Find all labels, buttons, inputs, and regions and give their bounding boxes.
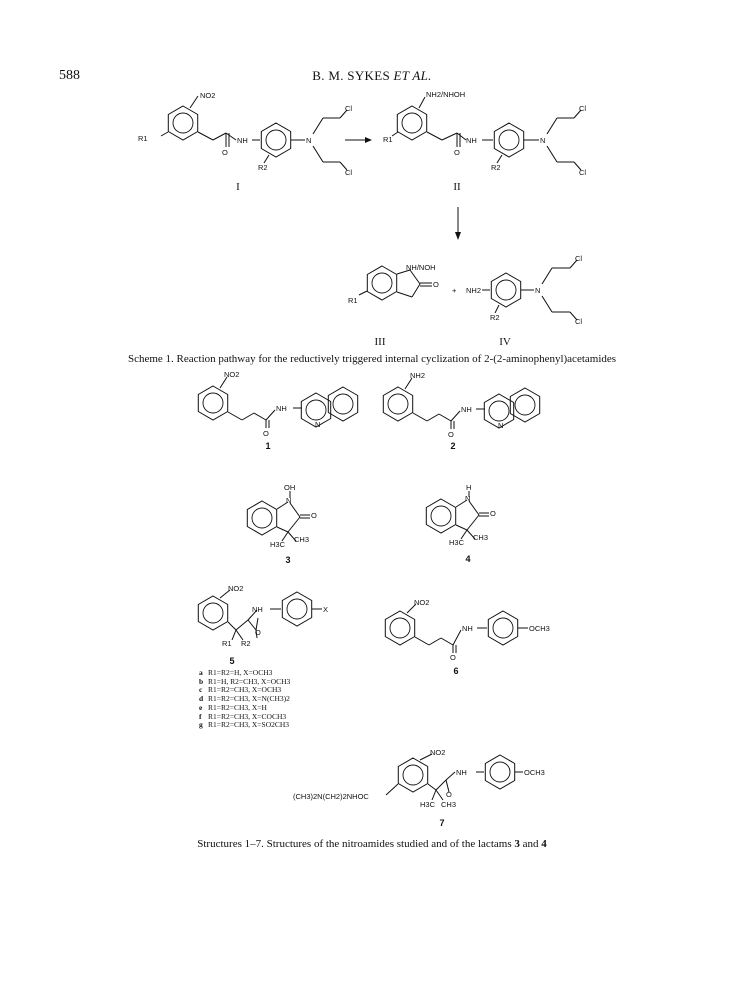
legend-key: c	[199, 685, 203, 695]
structure-2-drawing	[383, 378, 539, 429]
compound-II-structure	[392, 97, 581, 170]
structure-number-3: 3	[285, 555, 291, 565]
atom-label-nh: NH	[252, 605, 263, 614]
compound-IV-structure	[482, 260, 577, 320]
atom-label-cl: Cl	[579, 168, 587, 177]
plus-sign: +	[452, 286, 457, 295]
atom-label-h3c: H3C	[420, 800, 436, 809]
legend-text: R1=R2=CH3, X=H	[208, 702, 267, 712]
atom-label-nh: NH	[461, 405, 472, 414]
atom-label-nh: NH	[466, 136, 477, 145]
atom-label-n: N	[540, 136, 546, 145]
atom-label-nh2: NH2	[466, 286, 482, 295]
atom-label-h3c: H3C	[270, 540, 286, 549]
structure-4-drawing	[426, 491, 489, 539]
page-number: 588	[59, 68, 80, 83]
legend-text: R1=R2=CH3, X=N(CH3)2	[208, 694, 290, 704]
atom-label-o: O	[446, 790, 452, 799]
structure-6-drawing	[385, 604, 528, 653]
atom-label-n: N	[306, 136, 312, 145]
atom-label-h: H	[466, 483, 472, 492]
legend-text: R1=R2=CH3, X=SO2CH3	[208, 720, 290, 730]
atom-label-nh: NH	[276, 404, 287, 413]
atom-label-n: N	[465, 494, 471, 503]
legend-text: R1=H, R2=CH3, X=OCH3	[208, 676, 291, 686]
atom-label-och3: OCH3	[524, 768, 545, 777]
atom-label-r2: R2	[241, 639, 251, 648]
scheme-1-caption: Scheme 1. Reaction pathway for the reductively triggered internal cyclization of 2-(2-aminophenyl)acetamides	[127, 353, 617, 365]
legend-key: f	[199, 711, 202, 721]
atom-label-o: O	[454, 148, 460, 157]
structures-caption	[40, 838, 704, 850]
atom-label-r2: R2	[491, 163, 501, 172]
structure-1-drawing	[198, 377, 357, 428]
header-authors: B. M. SYKES	[312, 68, 390, 83]
structure-number-5: 5	[229, 656, 235, 666]
atom-label-r2: R2	[490, 313, 500, 322]
structure-number-4: 4	[465, 554, 471, 564]
atom-label-r1: R1	[138, 134, 148, 143]
caption-ref-4: 4	[541, 838, 547, 850]
legend-text: R1=R2=CH3, X=OCH3	[208, 685, 282, 695]
atom-label-r1: R1	[348, 296, 358, 305]
atom-label-h3c: H3C	[449, 538, 465, 547]
atom-label-o: O	[255, 628, 261, 637]
atom-label-nh2-nhoh: NH2/NHOH	[426, 90, 466, 99]
atom-label-nh: NH	[237, 136, 248, 145]
atom-label-o: O	[311, 511, 317, 520]
atom-label-no2: NO2	[414, 598, 430, 607]
compound-label-IV: IV	[499, 336, 511, 348]
legend-key: a	[199, 668, 203, 677]
structure-number-7: 7	[439, 818, 445, 828]
legend-row	[199, 721, 290, 730]
atom-label-o: O	[490, 509, 496, 518]
structure-5-legend	[199, 669, 290, 730]
atom-label-cl: Cl	[345, 104, 353, 113]
atom-label-no2: NO2	[430, 748, 446, 757]
atom-label-o: O	[450, 653, 456, 662]
atom-label-nh: NH	[462, 624, 473, 633]
atom-label-nh: NH	[456, 768, 467, 777]
structure-7-drawing	[386, 754, 523, 800]
compound-I-structure	[161, 96, 347, 170]
structure-number-1: 1	[265, 441, 271, 451]
atom-label-no2: NO2	[228, 584, 244, 593]
compound-label-III: III	[374, 336, 386, 348]
caption-ref-3: 3	[514, 838, 520, 850]
atom-label-r1: R1	[383, 135, 393, 144]
atom-label-cl: Cl	[579, 104, 587, 113]
atom-label-n: N	[286, 496, 292, 505]
atom-label-o: O	[222, 148, 228, 157]
atom-label-oh: OH	[284, 483, 296, 492]
atom-label-nh2: NH2	[410, 371, 426, 380]
atom-label-n: N	[498, 421, 504, 430]
structure-3-drawing	[247, 491, 310, 541]
atom-label-side-chain: (CH3)2N(CH2)2NHOC	[293, 792, 369, 801]
atom-label-r1: R1	[222, 639, 232, 648]
atom-label-n: N	[535, 286, 541, 295]
compound-label-II: II	[453, 181, 461, 193]
header-etal: ET AL.	[393, 68, 432, 83]
caption-text: and	[519, 838, 542, 850]
caption-text: Structures 1–7. Structures of the nitroamides studied and of the lactams	[197, 838, 515, 850]
structure-number-6: 6	[453, 666, 459, 676]
atom-label-x: X	[323, 605, 329, 614]
atom-label-nh-noh: NH/NOH	[406, 263, 436, 272]
atom-label-n: N	[315, 420, 321, 429]
legend-key: b	[199, 676, 204, 686]
atom-label-no2: NO2	[200, 91, 216, 100]
compound-label-I: I	[236, 181, 240, 193]
atom-label-ch3: CH3	[294, 535, 310, 544]
legend-key: g	[199, 720, 203, 730]
atom-label-cl: Cl	[575, 317, 583, 326]
legend-key: d	[199, 694, 204, 704]
structure-number-2: 2	[450, 441, 456, 451]
atom-label-ch3: CH3	[441, 800, 457, 809]
atom-label-o: O	[448, 430, 454, 439]
legend-key: e	[199, 702, 203, 712]
atom-label-r2: R2	[258, 163, 268, 172]
atom-label-cl: Cl	[345, 168, 353, 177]
legend-text: R1=R2=CH3, X=COCH3	[208, 711, 287, 721]
atom-label-och3: OCH3	[529, 624, 550, 633]
atom-label-cl: Cl	[575, 254, 583, 263]
atom-label-ch3: CH3	[473, 533, 489, 542]
atom-label-o: O	[433, 280, 439, 289]
atom-label-no2: NO2	[224, 370, 240, 379]
legend-text: R1=R2=H, X=OCH3	[208, 668, 273, 677]
atom-label-o: O	[263, 429, 269, 438]
